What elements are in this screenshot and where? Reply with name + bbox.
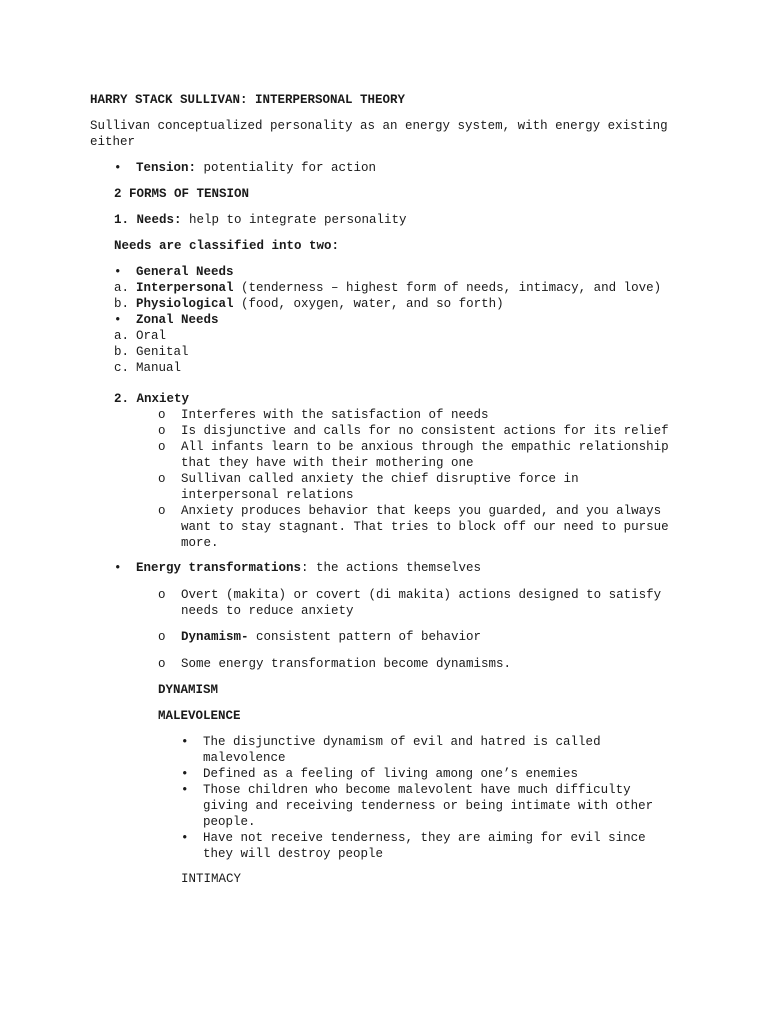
zonal-item-oral: Oral [136,329,167,343]
anxiety-item-5-line-1: Anxiety produces behavior that keeps you guarded, and you always [181,504,662,518]
interpersonal-item [136,280,661,296]
malevolence-item-3-line-1: Those children who become malevolent have much difficulty [203,783,631,797]
physiological-label: Physiological [136,297,234,311]
energy-item-1-line-1: Overt (makita) or covert (di makita) actions designed to satisfy [181,588,662,602]
malevolence-item-3-line-2: giving and receiving tenderness or being intimate with other [203,799,654,813]
physiological-item [136,296,504,312]
bullet-marker: • [114,313,122,327]
letter-marker-c: c. [114,361,130,375]
intro-line-2: either [90,135,136,149]
tension-text: potentiality for action [196,161,377,175]
malevolence-item-3-line-3: people. [203,815,256,829]
bullet-marker: • [181,735,189,749]
intimacy-heading: INTIMACY [181,872,242,886]
intro-line-1: Sullivan conceptualized personality as an energy system, with energy existing [90,119,668,133]
circle-marker: o [158,657,166,671]
needs-classified-heading: Needs are classified into two: [114,239,340,253]
bullet-marker: • [114,161,122,175]
anxiety-item-5-line-2: want to stay stagnant. That tries to block off our need to pursue [181,520,669,534]
anxiety-label: 2. Anxiety [114,392,190,406]
bullet-marker: • [181,767,189,781]
anxiety-item-3-line-2: that they have with their mothering one [181,456,474,470]
anxiety-item-4-line-2: interpersonal relations [181,488,354,502]
energy-item-3: Some energy transformation become dynamisms. [181,657,512,671]
circle-marker: o [158,504,166,518]
circle-marker: o [158,424,166,438]
bullet-marker: • [181,831,189,845]
zonal-item-manual: Manual [136,361,182,375]
circle-marker: o [158,408,166,422]
malevolence-item-1-line-2: malevolence [203,751,286,765]
circle-marker: o [158,630,166,644]
energy-item [136,560,481,576]
interpersonal-text: (tenderness – highest form of needs, intimacy, and love) [233,281,662,295]
letter-marker-a: a. [114,281,130,295]
anxiety-item-3-line-1: All infants learn to be anxious through the empathic relationship [181,440,669,454]
bullet-marker: • [114,561,122,575]
dynamism-heading: DYNAMISM [158,683,219,697]
needs-label: 1. Needs: [114,213,182,227]
forms-heading: 2 FORMS OF TENSION [114,187,250,201]
malevolence-item-4-line-2: they will destroy people [203,847,384,861]
dynamism-label: Dynamism- [181,630,249,644]
needs-text: help to integrate personality [181,213,407,227]
energy-label: Energy transformations [136,561,302,575]
letter-marker-b: b. [114,297,130,311]
zonal-needs-label: Zonal Needs [136,313,219,327]
dynamism-text: consistent pattern of behavior [248,630,482,644]
malevolence-item-1-line-1: The disjunctive dynamism of evil and hatred is called [203,735,601,749]
letter-marker-b: b. [114,345,130,359]
tension-label: Tension: [136,161,197,175]
circle-marker: o [158,472,166,486]
circle-marker: o [158,440,166,454]
anxiety-item-5-line-3: more. [181,536,219,550]
malevolence-heading: MALEVOLENCE [158,709,241,723]
circle-marker: o [158,588,166,602]
general-needs-label: General Needs [136,265,234,279]
physiological-text: (food, oxygen, water, and so forth) [233,297,504,311]
bullet-marker: • [114,265,122,279]
bullet-marker: • [181,783,189,797]
document-title: HARRY STACK SULLIVAN: INTERPERSONAL THEORY [90,93,406,107]
tension-item [136,160,376,176]
needs-item [114,212,407,228]
anxiety-item-1: Interferes with the satisfaction of needs [181,408,489,422]
anxiety-item-2: Is disjunctive and calls for no consistent actions for its relief [181,424,669,438]
malevolence-item-2: Defined as a feeling of living among one’s enemies [203,767,579,781]
zonal-item-genital: Genital [136,345,189,359]
energy-item-1-line-2: needs to reduce anxiety [181,604,354,618]
interpersonal-label: Interpersonal [136,281,234,295]
energy-text: : the actions themselves [301,561,482,575]
malevolence-item-4-line-1: Have not receive tenderness, they are aiming for evil since [203,831,646,845]
letter-marker-a: a. [114,329,130,343]
anxiety-item-4-line-1: Sullivan called anxiety the chief disruptive force in [181,472,579,486]
dynamism-item [181,629,481,645]
